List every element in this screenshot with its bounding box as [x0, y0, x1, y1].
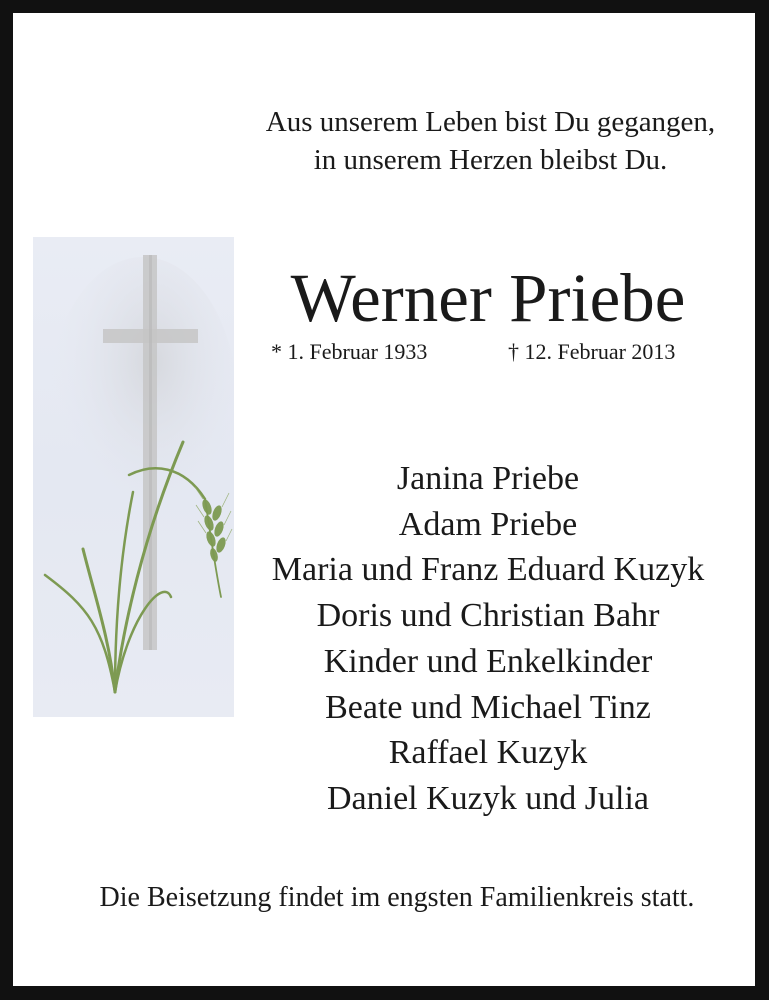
deceased-name: Werner Priebe — [290, 260, 686, 336]
mourner-entry: Doris und Christian Bahr — [316, 597, 660, 635]
mourner-entry: Daniel Kuzyk und Julia — [327, 779, 649, 817]
cross-with-wheat-icon — [33, 237, 234, 717]
mourners-list — [228, 456, 748, 822]
mourner-entry: Adam Priebe — [398, 505, 578, 543]
memorial-quote — [193, 103, 769, 179]
cross-wheat-image — [33, 237, 234, 717]
mourner-entry: Raffael Kuzyk — [388, 734, 588, 772]
quote-line-2: in unserem Herzen bleibst Du. — [313, 144, 668, 176]
mourner-entry: Kinder und Enkelkinder — [323, 642, 653, 680]
death-date: † 12. Februar 2013 — [508, 339, 676, 364]
mourner-entry: Maria und Franz Eduard Kuzyk — [271, 551, 705, 589]
mourner-entry: Janina Priebe — [396, 460, 580, 497]
mourner-entry: Beate und Michael Tinz — [325, 688, 651, 726]
birth-date: * 1. Februar 1933 — [271, 339, 428, 364]
quote-line-1: Aus unserem Leben bist Du gegangen, — [265, 106, 716, 138]
funeral-notice: Die Beisetzung findet im engsten Familienkreis statt. — [99, 882, 695, 913]
